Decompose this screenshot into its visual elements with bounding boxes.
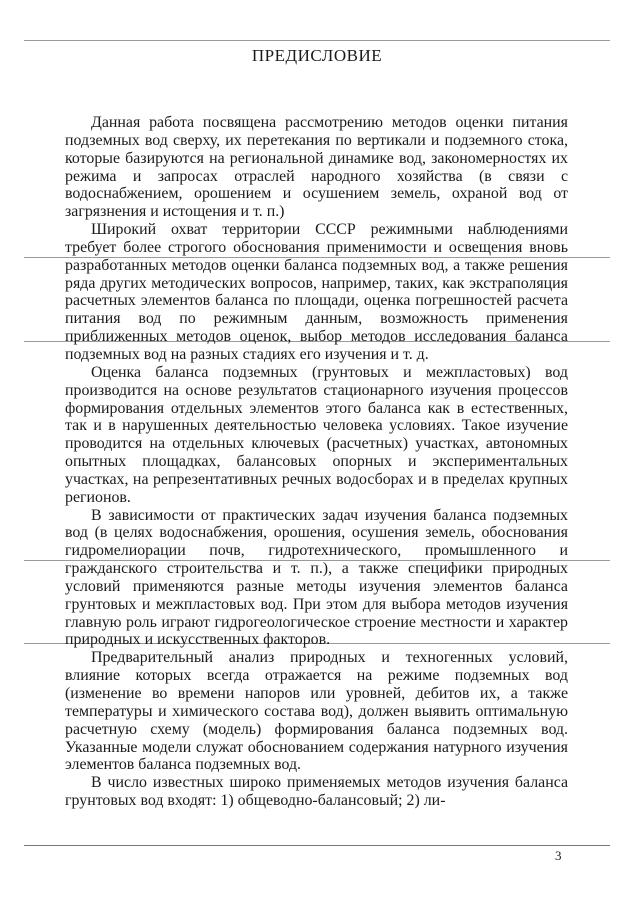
paragraph: В число известных широко применяемых методов изучения баланса грунтовых вод входят: 1) общеводно-балансовый; 2) ли- — [65, 774, 568, 810]
paragraph: Данная работа посвящена рассмотрению методов оценки питания подземных вод сверху, их перетекания по вертикали и подземного стока, которые базируются на региональной динамике вод, закономерностях их режима и запросах отраслей народного хозяйства (в связи с водоснабжением, орошением и осушением земель, охраной вод от загрязнения и истощения и т. п.) — [65, 114, 568, 221]
page-title: ПРЕДИСЛОВИЕ — [251, 46, 383, 65]
preface-body — [65, 114, 568, 810]
paragraph: Широкий охват территории СССР режимными наблюдениями требует более строгого обоснования применимости и освещения вновь разработанных методов оценки баланса подземных вод, а также решения ряда других методических вопросов, например, таких, как экстраполяция расчетных элементов баланса по площади, оценка погрешностей расчета питания вод по режимным данным, возможность применения приближенных методов оценок, выбор методов исследования баланса подземных вод на разных стадиях его изучения и т. д. — [65, 221, 568, 363]
top-rule — [24, 40, 610, 41]
paragraph: Оценка баланса подземных (грунтовых и межпластовых) вод производится на основе результатов стационарного изучения процессов формирования отдельных элементов этого баланса как в естественных, так и в нарушенных деятельностью человека условиях. Такое изучение проводится на отдельных ключевых (расчетных) участках, автономных опытных площадках, балансовых опорных и экспериментальных участках, на репрезентативных речных водосборах и в пределах крупных регионов. — [65, 363, 568, 506]
paragraph: В зависимости от практических задач изучения баланса подземных вод (в целях водоснабжения, орошения, осушения земель, обоснования гидромелиорации почв, гидротехнического, промышленного и гражданского строительства и т. п.), а также специфики природных условий применяются разные методы изучения элементов баланса грунтовых и межпластовых вод. При этом для выбора методов изучения главную роль играют гидрогеологическое строение местности и характер природных и искусственных факторов. — [65, 506, 568, 649]
page-number: 3 — [555, 848, 562, 863]
bottom-rule — [24, 845, 610, 846]
paragraph: Предварительный анализ природных и техногенных условий, влияние которых всегда отражается на режиме подземных вод (изменение во времени напоров или уровней, дебитов их, а также температуры и химического состава вод), должен выявить оптимальную расчетную схему (модель) формирования баланса подземных вод. Указанные модели служат обоснованием содержания натурного изучения элементов баланса подземных вод. — [65, 649, 568, 774]
